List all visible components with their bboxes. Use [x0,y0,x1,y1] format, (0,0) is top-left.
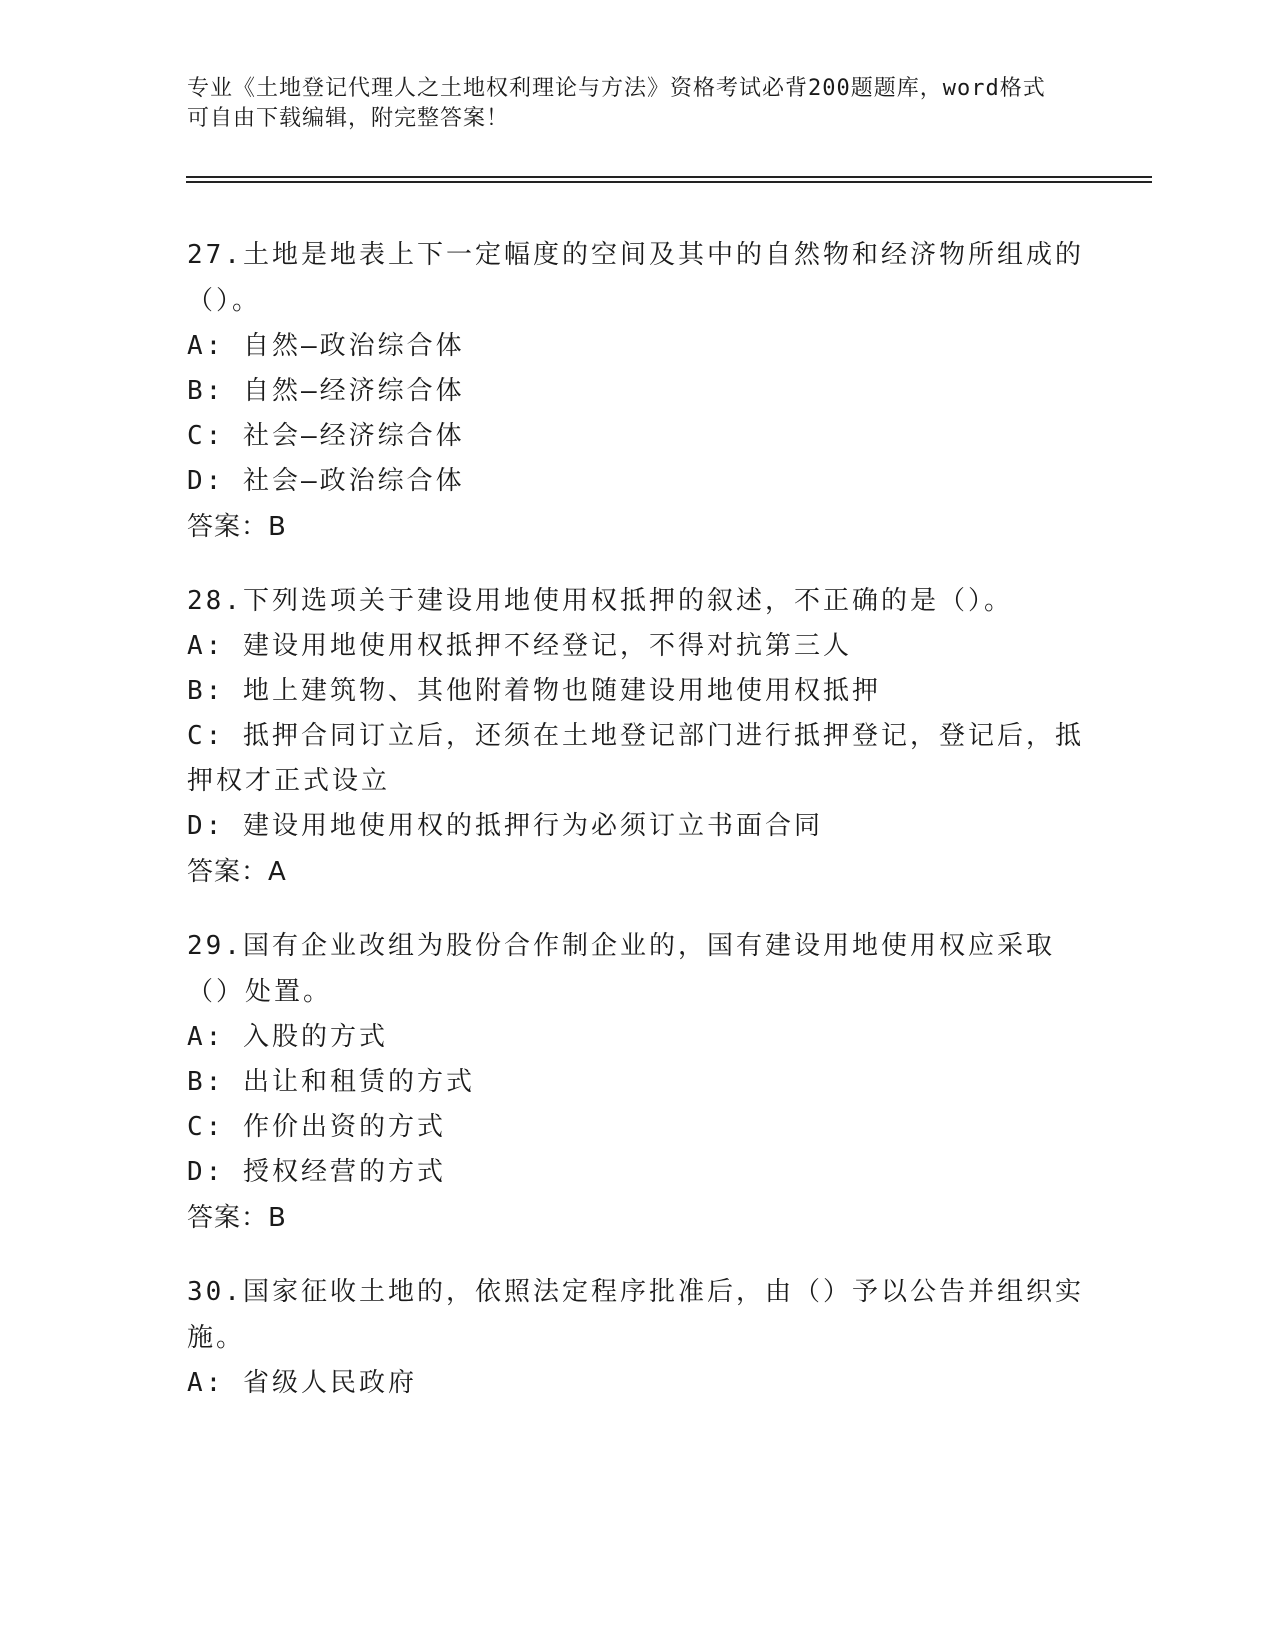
question-text: 27.土地是地表上下一定幅度的空间及其中的自然物和经济物所组成的（）。 [187,240,1084,316]
question-text: 30.国家征收土地的，依照法定程序批准后，由（）予以公告并组织实施。 [187,1277,1084,1353]
answer-label: 答案：A [187,857,287,887]
answer-label: 答案：B [187,1203,287,1233]
option-c: C: 社会—经济综合体 [187,421,465,451]
option-d: D: 建设用地使用权的抵押行为必须订立书面合同 [187,811,823,841]
option-b: B: 自然—经济综合体 [187,376,465,406]
question-30 [187,1269,1087,1406]
question-text: 29.国有企业改组为股份合作制企业的，国有建设用地使用权应采取（）处置。 [187,931,1055,1007]
option-a: A: 自然—政治综合体 [187,331,465,361]
question-list [187,232,1087,1434]
header-divider-bottom [186,181,1152,183]
question-27 [187,232,1087,550]
option-d: D: 授权经营的方式 [187,1157,446,1187]
question-28 [187,578,1087,895]
header-text: 专业《土地登记代理人之土地权利理论与方法》资格考试必背200题题库，word格式可自由下载编辑，附完整答案！ [187,76,1046,131]
option-a: A: 省级人民政府 [187,1368,417,1398]
header-divider-top [186,176,1152,178]
option-a: A: 入股的方式 [187,1022,388,1052]
answer-label: 答案：B [187,512,287,542]
question-29 [187,923,1087,1241]
option-d: D: 社会—政治综合体 [187,466,465,496]
option-a: A: 建设用地使用权抵押不经登记，不得对抗第三人 [187,631,852,661]
question-text: 28.下列选项关于建设用地使用权抵押的叙述，不正确的是（）。 [187,586,1013,616]
option-b: B: 地上建筑物、其他附着物也随建设用地使用权抵押 [187,676,881,706]
document-header [187,74,1067,134]
option-c: C: 抵押合同订立后，还须在土地登记部门进行抵押登记，登记后，抵押权才正式设立 [187,721,1084,796]
option-c: C: 作价出资的方式 [187,1112,446,1142]
option-b: B: 出让和租赁的方式 [187,1067,475,1097]
